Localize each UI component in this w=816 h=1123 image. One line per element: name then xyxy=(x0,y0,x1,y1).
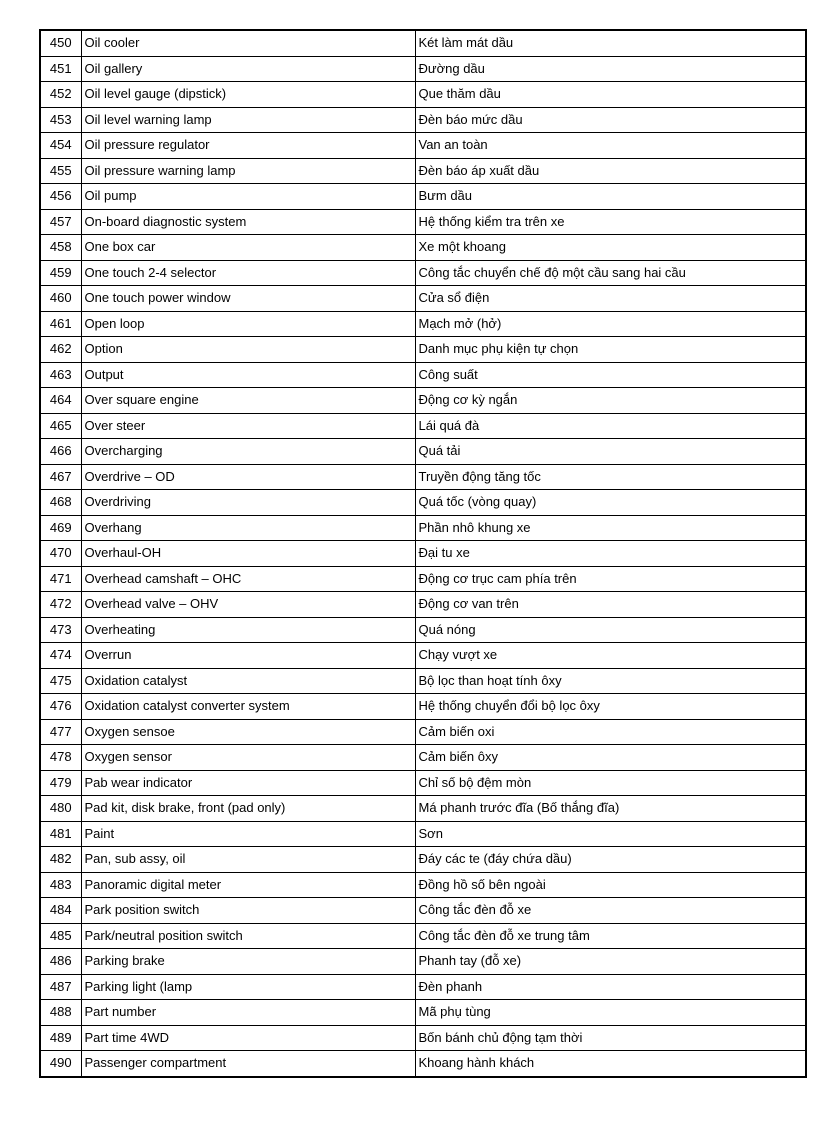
english-term: Oil level warning lamp xyxy=(81,107,415,133)
english-term: Option xyxy=(81,337,415,363)
table-row xyxy=(40,107,806,133)
vietnamese-term: Quá tốc (vòng quay) xyxy=(415,490,806,516)
entry-number: 471 xyxy=(40,566,81,592)
table-row xyxy=(40,643,806,669)
english-term: Open loop xyxy=(81,311,415,337)
entry-number: 466 xyxy=(40,439,81,465)
english-term: Parking brake xyxy=(81,949,415,975)
vietnamese-term: Công tắc chuyển chế độ một cầu sang hai cầu xyxy=(415,260,806,286)
entry-number: 467 xyxy=(40,464,81,490)
entry-number: 458 xyxy=(40,235,81,261)
entry-number: 478 xyxy=(40,745,81,771)
entry-number: 477 xyxy=(40,719,81,745)
vietnamese-term: Que thăm dầu xyxy=(415,82,806,108)
vietnamese-term: Công tắc đèn đỗ xe xyxy=(415,898,806,924)
english-term: Oil cooler xyxy=(81,30,415,56)
english-term: Overheating xyxy=(81,617,415,643)
english-term: Oil level gauge (dipstick) xyxy=(81,82,415,108)
entry-number: 462 xyxy=(40,337,81,363)
table-row xyxy=(40,439,806,465)
english-term: Oxygen sensoe xyxy=(81,719,415,745)
english-term: One box car xyxy=(81,235,415,261)
english-term: Pab wear indicator xyxy=(81,770,415,796)
table-row xyxy=(40,337,806,363)
vietnamese-term: Bưm dầu xyxy=(415,184,806,210)
english-term: Panoramic digital meter xyxy=(81,872,415,898)
entry-number: 469 xyxy=(40,515,81,541)
table-row xyxy=(40,617,806,643)
table-row xyxy=(40,311,806,337)
entry-number: 479 xyxy=(40,770,81,796)
table-row xyxy=(40,184,806,210)
entry-number: 482 xyxy=(40,847,81,873)
vietnamese-term: Công suất xyxy=(415,362,806,388)
english-term: Passenger compartment xyxy=(81,1051,415,1077)
vietnamese-term: Đèn phanh xyxy=(415,974,806,1000)
vietnamese-term: Xe một khoang xyxy=(415,235,806,261)
table-row xyxy=(40,668,806,694)
table-row xyxy=(40,56,806,82)
table-row xyxy=(40,133,806,159)
table-row xyxy=(40,566,806,592)
english-term: Oxidation catalyst converter system xyxy=(81,694,415,720)
entry-number: 490 xyxy=(40,1051,81,1077)
english-term: Overhead valve – OHV xyxy=(81,592,415,618)
table-row xyxy=(40,490,806,516)
english-term: Park/neutral position switch xyxy=(81,923,415,949)
english-term: Oxidation catalyst xyxy=(81,668,415,694)
english-term: Overhang xyxy=(81,515,415,541)
entry-number: 452 xyxy=(40,82,81,108)
table-row xyxy=(40,541,806,567)
entry-number: 457 xyxy=(40,209,81,235)
table-row xyxy=(40,82,806,108)
entry-number: 481 xyxy=(40,821,81,847)
vietnamese-term: Má phanh trước đĩa (Bố thắng đĩa) xyxy=(415,796,806,822)
table-row xyxy=(40,719,806,745)
entry-number: 484 xyxy=(40,898,81,924)
entry-number: 465 xyxy=(40,413,81,439)
english-term: Output xyxy=(81,362,415,388)
vietnamese-term: Đường dầu xyxy=(415,56,806,82)
vietnamese-term: Khoang hành khách xyxy=(415,1051,806,1077)
table-row xyxy=(40,286,806,312)
english-term: Overdrive – OD xyxy=(81,464,415,490)
vietnamese-term: Truyền động tăng tốc xyxy=(415,464,806,490)
vietnamese-term: Hệ thống chuyển đổi bộ lọc ôxy xyxy=(415,694,806,720)
table-row xyxy=(40,515,806,541)
vietnamese-term: Mạch mở (hở) xyxy=(415,311,806,337)
entry-number: 450 xyxy=(40,30,81,56)
table-row xyxy=(40,158,806,184)
entry-number: 463 xyxy=(40,362,81,388)
table-row xyxy=(40,235,806,261)
table-row xyxy=(40,949,806,975)
vietnamese-term: Công tắc đèn đỗ xe trung tâm xyxy=(415,923,806,949)
vietnamese-term: Cửa sổ điện xyxy=(415,286,806,312)
english-term: Over square engine xyxy=(81,388,415,414)
english-term: Over steer xyxy=(81,413,415,439)
vietnamese-term: Cảm biến oxi xyxy=(415,719,806,745)
vietnamese-term: Đại tu xe xyxy=(415,541,806,567)
glossary-table xyxy=(39,29,807,1078)
table-row xyxy=(40,1051,806,1077)
entry-number: 468 xyxy=(40,490,81,516)
vietnamese-term: Động cơ trục cam phía trên xyxy=(415,566,806,592)
table-row xyxy=(40,694,806,720)
entry-number: 475 xyxy=(40,668,81,694)
table-row xyxy=(40,898,806,924)
vietnamese-term: Quá tải xyxy=(415,439,806,465)
table-row xyxy=(40,30,806,56)
english-term: Oil pressure warning lamp xyxy=(81,158,415,184)
vietnamese-term: Đèn báo mức dầu xyxy=(415,107,806,133)
entry-number: 486 xyxy=(40,949,81,975)
table-row xyxy=(40,745,806,771)
table-row xyxy=(40,923,806,949)
entry-number: 487 xyxy=(40,974,81,1000)
vietnamese-term: Phanh tay (đỗ xe) xyxy=(415,949,806,975)
english-term: Pan, sub assy, oil xyxy=(81,847,415,873)
english-term: Overdriving xyxy=(81,490,415,516)
table-row xyxy=(40,821,806,847)
vietnamese-term: Chỉ số bộ đệm mòn xyxy=(415,770,806,796)
english-term: Paint xyxy=(81,821,415,847)
vietnamese-term: Quá nóng xyxy=(415,617,806,643)
table-row xyxy=(40,260,806,286)
vietnamese-term: Két làm mát dầu xyxy=(415,30,806,56)
entry-number: 480 xyxy=(40,796,81,822)
entry-number: 470 xyxy=(40,541,81,567)
table-row xyxy=(40,974,806,1000)
vietnamese-term: Phần nhô khung xe xyxy=(415,515,806,541)
entry-number: 485 xyxy=(40,923,81,949)
table-row xyxy=(40,362,806,388)
vietnamese-term: Đáy các te (đáy chứa dầu) xyxy=(415,847,806,873)
english-term: Oil pressure regulator xyxy=(81,133,415,159)
entry-number: 460 xyxy=(40,286,81,312)
glossary-body xyxy=(40,30,806,1077)
entry-number: 489 xyxy=(40,1025,81,1051)
vietnamese-term: Sơn xyxy=(415,821,806,847)
entry-number: 473 xyxy=(40,617,81,643)
vietnamese-term: Chạy vượt xe xyxy=(415,643,806,669)
vietnamese-term: Mã phụ tùng xyxy=(415,1000,806,1026)
vietnamese-term: Cảm biến ôxy xyxy=(415,745,806,771)
table-row xyxy=(40,847,806,873)
english-term: Oil pump xyxy=(81,184,415,210)
vietnamese-term: Đồng hồ số bên ngoài xyxy=(415,872,806,898)
english-term: Oxygen sensor xyxy=(81,745,415,771)
entry-number: 451 xyxy=(40,56,81,82)
english-term: Overhaul-OH xyxy=(81,541,415,567)
entry-number: 455 xyxy=(40,158,81,184)
vietnamese-term: Danh mục phụ kiện tự chọn xyxy=(415,337,806,363)
entry-number: 456 xyxy=(40,184,81,210)
vietnamese-term: Đèn báo áp xuất dầu xyxy=(415,158,806,184)
vietnamese-term: Lái quá đà xyxy=(415,413,806,439)
table-row xyxy=(40,464,806,490)
vietnamese-term: Bộ lọc than hoạt tính ôxy xyxy=(415,668,806,694)
english-term: Part time 4WD xyxy=(81,1025,415,1051)
table-row xyxy=(40,592,806,618)
table-row xyxy=(40,770,806,796)
vietnamese-term: Động cơ kỳ ngắn xyxy=(415,388,806,414)
entry-number: 459 xyxy=(40,260,81,286)
english-term: One touch power window xyxy=(81,286,415,312)
english-term: On-board diagnostic system xyxy=(81,209,415,235)
entry-number: 453 xyxy=(40,107,81,133)
entry-number: 474 xyxy=(40,643,81,669)
english-term: One touch 2-4 selector xyxy=(81,260,415,286)
table-row xyxy=(40,209,806,235)
vietnamese-term: Động cơ van trên xyxy=(415,592,806,618)
entry-number: 476 xyxy=(40,694,81,720)
entry-number: 464 xyxy=(40,388,81,414)
english-term: Pad kit, disk brake, front (pad only) xyxy=(81,796,415,822)
english-term: Overcharging xyxy=(81,439,415,465)
english-term: Parking light (lamp xyxy=(81,974,415,1000)
vietnamese-term: Bốn bánh chủ động tạm thời xyxy=(415,1025,806,1051)
entry-number: 483 xyxy=(40,872,81,898)
table-row xyxy=(40,1000,806,1026)
english-term: Overhead camshaft – OHC xyxy=(81,566,415,592)
english-term: Overrun xyxy=(81,643,415,669)
table-row xyxy=(40,388,806,414)
entry-number: 454 xyxy=(40,133,81,159)
entry-number: 472 xyxy=(40,592,81,618)
table-row xyxy=(40,796,806,822)
english-term: Part number xyxy=(81,1000,415,1026)
table-row xyxy=(40,413,806,439)
vietnamese-term: Hệ thống kiểm tra trên xe xyxy=(415,209,806,235)
table-row xyxy=(40,1025,806,1051)
vietnamese-term: Van an toàn xyxy=(415,133,806,159)
english-term: Oil gallery xyxy=(81,56,415,82)
entry-number: 488 xyxy=(40,1000,81,1026)
entry-number: 461 xyxy=(40,311,81,337)
table-row xyxy=(40,872,806,898)
english-term: Park position switch xyxy=(81,898,415,924)
